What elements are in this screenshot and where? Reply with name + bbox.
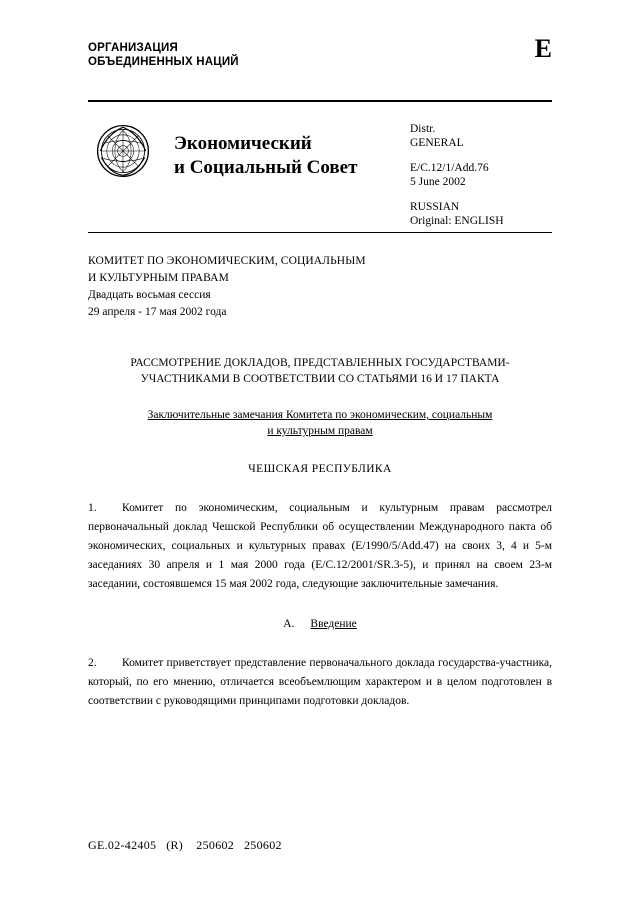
distribution-block	[410, 122, 504, 228]
title-divider-rule	[88, 232, 552, 233]
committee-name-line1: КОМИТЕТ ПО ЭКОНОМИЧЕСКИМ, СОЦИАЛЬНЫМ	[88, 255, 366, 267]
report-subtitle-line2: и культурным правам	[267, 425, 373, 437]
paragraph-2	[88, 654, 552, 711]
organization-name	[88, 42, 552, 69]
organization-name-line1: ОРГАНИЗАЦИЯ	[88, 42, 178, 54]
title-block	[88, 102, 552, 227]
section-a-label: Введение	[310, 618, 357, 630]
document-symbol: E/C.12/1/Add.76	[410, 162, 489, 174]
document-original-language: Original: ENGLISH	[410, 215, 504, 227]
document-language: RUSSIAN	[410, 201, 460, 213]
document-series-letter: E	[534, 34, 552, 63]
report-title-line1: РАССМОТРЕНИЕ ДОКЛАДОВ, ПРЕДСТАВЛЕННЫХ ГОСУДАРСТВАМИ-	[130, 357, 510, 369]
committee-name-line2: И КУЛЬТУРНЫМ ПРАВАМ	[88, 272, 229, 284]
language-group	[410, 200, 504, 228]
un-emblem-icon	[96, 124, 150, 178]
paragraph-1-text: Комитет по экономическим, социальным и культурным правам рассмотрел первоначальный доклад Чешской Республики об осуществлении Международного пакта об экономических, социальных и культурных правах (E/1990/5/Add.47) на своих 3, 4 и 5-м заседаниях 30 апреля и 1 мая 2000 года (E/C.12/2001/SR.3-5), и принял на своем 23-м заседании, состоявшемся 15 мая 2002 года, следующие заключительные замечания.	[88, 502, 552, 590]
footer-job-number: GE.02-42405 (R) 250602 250602	[88, 838, 282, 852]
council-title	[174, 132, 404, 180]
distr-label: Distr.	[410, 123, 436, 135]
paragraph-2-number: 2.	[88, 657, 97, 669]
paragraph-1-number: 1.	[88, 502, 97, 514]
section-a-letter: А.	[283, 618, 295, 630]
report-title-line2: УЧАСТНИКАМИ В СООТВЕТСТВИИ СО СТАТЬЯМИ 16 И 17 ПАКТА	[140, 373, 500, 385]
distribution-group	[410, 122, 504, 150]
symbol-group	[410, 161, 504, 189]
council-title-line2: и Социальный Совет	[174, 157, 358, 178]
paragraph-2-text: Комитет приветствует представление первоначального доклада государства-участника, который, по его мнению, отличается всеобъемлющим характером и в целом подготовлен в соответствии с руководящими принципами подготовки докладов.	[88, 657, 552, 707]
paragraph-1	[88, 499, 552, 594]
section-heading-a	[88, 616, 552, 632]
session-dates: 29 апреля - 17 мая 2002 года	[88, 306, 227, 318]
report-subtitle	[88, 407, 552, 439]
report-title	[88, 355, 552, 387]
organization-name-line2: ОБЪЕДИНЕННЫХ НАЦИЙ	[88, 55, 239, 68]
country-name: ЧЕШСКАЯ РЕСПУБЛИКА	[248, 463, 392, 475]
report-subtitle-line1: Заключительные замечания Комитета по экономическим, социальным	[147, 409, 493, 421]
masthead	[88, 0, 552, 90]
session-number: Двадцать восьмая сессия	[88, 289, 211, 301]
document-date: 5 June 2002	[410, 176, 466, 188]
distr-value: GENERAL	[410, 137, 464, 149]
committee-block	[88, 253, 552, 321]
council-title-line1: Экономический	[174, 133, 312, 154]
